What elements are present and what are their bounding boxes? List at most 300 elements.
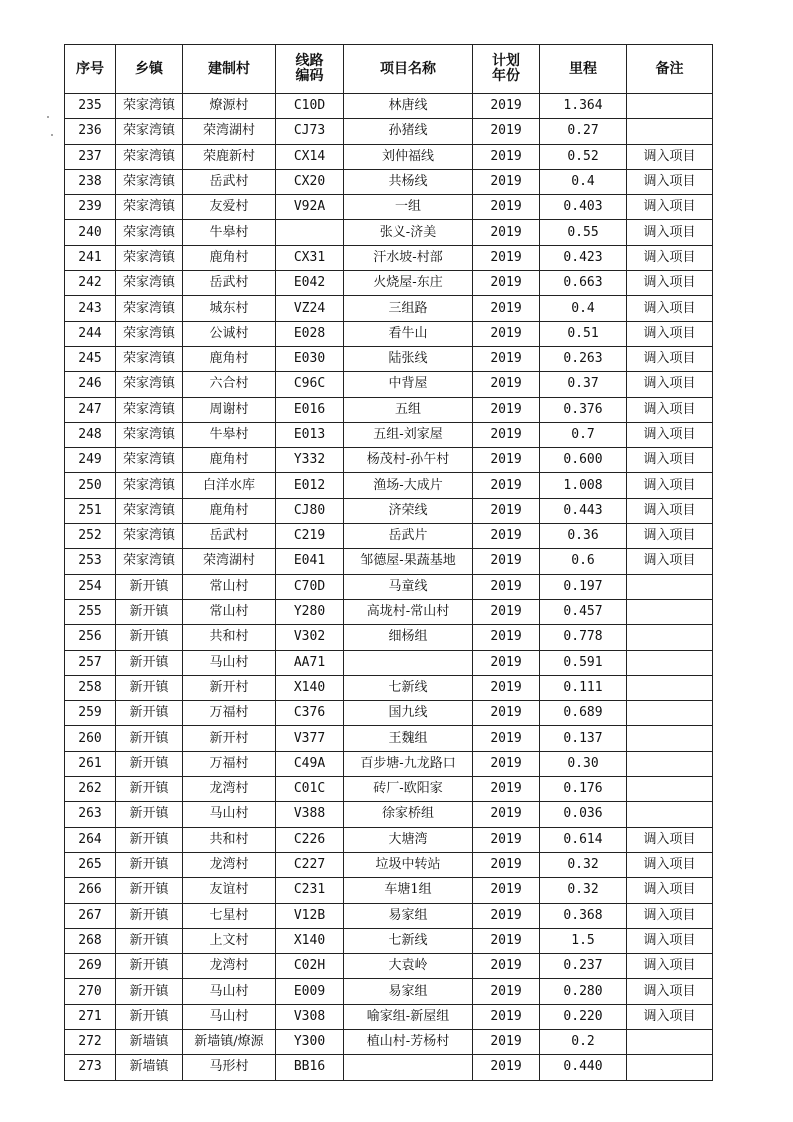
cell-seq: 243 <box>65 296 116 321</box>
cell-code: X140 <box>276 928 344 953</box>
table-row <box>65 169 713 194</box>
cell-code: CJ73 <box>276 119 344 144</box>
cell-remark: 调入项目 <box>627 498 713 523</box>
table-row <box>65 195 713 220</box>
cell-town: 新开镇 <box>116 751 183 776</box>
cell-town: 新墙镇 <box>116 1055 183 1080</box>
cell-village: 上文村 <box>183 928 276 953</box>
cell-code: V12B <box>276 903 344 928</box>
cell-town: 荣家湾镇 <box>116 220 183 245</box>
cell-name: 杨茂村-孙午村 <box>344 448 473 473</box>
cell-name: 渔场-大成片 <box>344 473 473 498</box>
table-row <box>65 878 713 903</box>
cell-code: E041 <box>276 549 344 574</box>
cell-year: 2019 <box>473 346 540 371</box>
cell-seq: 244 <box>65 321 116 346</box>
cell-year: 2019 <box>473 928 540 953</box>
cell-mileage: 0.614 <box>540 827 627 852</box>
cell-name: 国九线 <box>344 701 473 726</box>
cell-remark <box>627 625 713 650</box>
cell-name: 刘仲福线 <box>344 144 473 169</box>
cell-year: 2019 <box>473 473 540 498</box>
cell-name: 火烧屋-东庄 <box>344 271 473 296</box>
cell-town: 荣家湾镇 <box>116 397 183 422</box>
cell-town: 新开镇 <box>116 979 183 1004</box>
table-row <box>65 448 713 473</box>
cell-town: 新墙镇 <box>116 1029 183 1054</box>
cell-village: 常山村 <box>183 599 276 624</box>
cell-village: 荣湾湖村 <box>183 119 276 144</box>
cell-village: 新开村 <box>183 726 276 751</box>
table-row <box>65 271 713 296</box>
header-code-line2: 编码 <box>295 68 324 84</box>
cell-village: 岳武村 <box>183 271 276 296</box>
table-row <box>65 751 713 776</box>
cell-name: 五组-刘家屋 <box>344 422 473 447</box>
cell-code: C10D <box>276 94 344 119</box>
cell-seq: 248 <box>65 422 116 447</box>
cell-name: 砖厂-欧阳家 <box>344 777 473 802</box>
cell-village: 荣湾湖村 <box>183 549 276 574</box>
cell-seq: 251 <box>65 498 116 523</box>
cell-village: 新墙镇/燎源 <box>183 1029 276 1054</box>
table-row <box>65 726 713 751</box>
cell-mileage: 0.689 <box>540 701 627 726</box>
table-row <box>65 574 713 599</box>
cell-town: 荣家湾镇 <box>116 346 183 371</box>
cell-village: 白洋水库 <box>183 473 276 498</box>
cell-town: 新开镇 <box>116 878 183 903</box>
cell-mileage: 1.008 <box>540 473 627 498</box>
cell-year: 2019 <box>473 1004 540 1029</box>
cell-remark <box>627 599 713 624</box>
table-row <box>65 928 713 953</box>
cell-year: 2019 <box>473 852 540 877</box>
project-table <box>64 44 713 1081</box>
table-row <box>65 675 713 700</box>
table-row <box>65 321 713 346</box>
cell-remark <box>627 119 713 144</box>
cell-code: V377 <box>276 726 344 751</box>
cell-village: 鹿角村 <box>183 498 276 523</box>
cell-year: 2019 <box>473 726 540 751</box>
cell-seq: 235 <box>65 94 116 119</box>
cell-code: VZ24 <box>276 296 344 321</box>
cell-name: 垃圾中转站 <box>344 852 473 877</box>
cell-name: 易家组 <box>344 979 473 1004</box>
cell-code: C70D <box>276 574 344 599</box>
cell-year: 2019 <box>473 296 540 321</box>
cell-year: 2019 <box>473 751 540 776</box>
cell-code: V388 <box>276 802 344 827</box>
cell-mileage: 0.36 <box>540 524 627 549</box>
cell-village: 马形村 <box>183 1055 276 1080</box>
table-row <box>65 346 713 371</box>
cell-name: 大袁岭 <box>344 954 473 979</box>
cell-town: 荣家湾镇 <box>116 498 183 523</box>
cell-town: 新开镇 <box>116 650 183 675</box>
cell-village: 马山村 <box>183 650 276 675</box>
cell-mileage: 1.5 <box>540 928 627 953</box>
cell-remark: 调入项目 <box>627 903 713 928</box>
cell-seq: 260 <box>65 726 116 751</box>
cell-year: 2019 <box>473 169 540 194</box>
cell-code: C02H <box>276 954 344 979</box>
cell-year: 2019 <box>473 119 540 144</box>
cell-mileage: 0.440 <box>540 1055 627 1080</box>
cell-mileage: 0.263 <box>540 346 627 371</box>
cell-code: E016 <box>276 397 344 422</box>
cell-name: 七新线 <box>344 928 473 953</box>
cell-remark: 调入项目 <box>627 422 713 447</box>
table-row <box>65 777 713 802</box>
cell-code: E042 <box>276 271 344 296</box>
cell-name: 中背屋 <box>344 372 473 397</box>
cell-remark <box>627 675 713 700</box>
cell-town: 荣家湾镇 <box>116 372 183 397</box>
header-village: 建制村 <box>183 45 276 94</box>
cell-remark: 调入项目 <box>627 220 713 245</box>
cell-mileage: 0.237 <box>540 954 627 979</box>
cell-name: 林唐线 <box>344 94 473 119</box>
cell-year: 2019 <box>473 220 540 245</box>
cell-remark: 调入项目 <box>627 144 713 169</box>
cell-village: 共和村 <box>183 827 276 852</box>
cell-year: 2019 <box>473 599 540 624</box>
cell-mileage: 0.37 <box>540 372 627 397</box>
cell-remark: 调入项目 <box>627 169 713 194</box>
cell-village: 龙湾村 <box>183 954 276 979</box>
table-row <box>65 94 713 119</box>
cell-code: E028 <box>276 321 344 346</box>
cell-town: 荣家湾镇 <box>116 94 183 119</box>
cell-seq: 250 <box>65 473 116 498</box>
table-row <box>65 245 713 270</box>
cell-remark <box>627 94 713 119</box>
cell-town: 荣家湾镇 <box>116 144 183 169</box>
cell-seq: 249 <box>65 448 116 473</box>
cell-mileage: 0.036 <box>540 802 627 827</box>
cell-seq: 253 <box>65 549 116 574</box>
cell-code: C49A <box>276 751 344 776</box>
cell-mileage: 0.51 <box>540 321 627 346</box>
cell-village: 七星村 <box>183 903 276 928</box>
cell-name: 济荣线 <box>344 498 473 523</box>
table-row <box>65 473 713 498</box>
cell-year: 2019 <box>473 372 540 397</box>
header-year-line1: 计划 <box>492 53 520 69</box>
cell-remark: 调入项目 <box>627 245 713 270</box>
cell-name: 七新线 <box>344 675 473 700</box>
cell-year: 2019 <box>473 903 540 928</box>
cell-mileage: 0.403 <box>540 195 627 220</box>
cell-code: V92A <box>276 195 344 220</box>
cell-village: 新开村 <box>183 675 276 700</box>
cell-mileage: 0.778 <box>540 625 627 650</box>
cell-year: 2019 <box>473 245 540 270</box>
cell-town: 荣家湾镇 <box>116 245 183 270</box>
cell-remark: 调入项目 <box>627 979 713 1004</box>
cell-seq: 265 <box>65 852 116 877</box>
cell-remark: 调入项目 <box>627 928 713 953</box>
header-mileage: 里程 <box>540 45 627 94</box>
cell-town: 新开镇 <box>116 574 183 599</box>
table-row <box>65 397 713 422</box>
cell-village: 龙湾村 <box>183 852 276 877</box>
cell-remark: 调入项目 <box>627 878 713 903</box>
cell-mileage: 0.52 <box>540 144 627 169</box>
cell-village: 公诚村 <box>183 321 276 346</box>
cell-seq: 236 <box>65 119 116 144</box>
cell-village: 荣鹿新村 <box>183 144 276 169</box>
cell-name: 易家组 <box>344 903 473 928</box>
cell-remark: 调入项目 <box>627 852 713 877</box>
cell-name: 汗水坡-村部 <box>344 245 473 270</box>
cell-remark: 调入项目 <box>627 524 713 549</box>
header-seq: 序号 <box>65 45 116 94</box>
table-row <box>65 852 713 877</box>
cell-mileage: 0.7 <box>540 422 627 447</box>
cell-name: 一组 <box>344 195 473 220</box>
cell-remark <box>627 1055 713 1080</box>
header-code <box>276 45 344 94</box>
cell-village: 周谢村 <box>183 397 276 422</box>
cell-name: 马童线 <box>344 574 473 599</box>
cell-mileage: 0.423 <box>540 245 627 270</box>
cell-seq: 271 <box>65 1004 116 1029</box>
cell-town: 新开镇 <box>116 625 183 650</box>
cell-seq: 241 <box>65 245 116 270</box>
cell-year: 2019 <box>473 1029 540 1054</box>
cell-year: 2019 <box>473 574 540 599</box>
cell-village: 牛皋村 <box>183 220 276 245</box>
cell-code: AA71 <box>276 650 344 675</box>
cell-year: 2019 <box>473 397 540 422</box>
cell-code: CX20 <box>276 169 344 194</box>
cell-town: 新开镇 <box>116 726 183 751</box>
cell-town: 新开镇 <box>116 701 183 726</box>
cell-code: E012 <box>276 473 344 498</box>
cell-village: 岳武村 <box>183 169 276 194</box>
cell-mileage: 0.591 <box>540 650 627 675</box>
header-year-line2: 年份 <box>492 68 520 84</box>
header-name: 项目名称 <box>344 45 473 94</box>
table-row <box>65 701 713 726</box>
cell-mileage: 0.137 <box>540 726 627 751</box>
cell-year: 2019 <box>473 878 540 903</box>
cell-town: 荣家湾镇 <box>116 195 183 220</box>
cell-code: C231 <box>276 878 344 903</box>
cell-code: V302 <box>276 625 344 650</box>
cell-mileage: 0.4 <box>540 169 627 194</box>
cell-seq: 264 <box>65 827 116 852</box>
table-row <box>65 119 713 144</box>
cell-seq: 272 <box>65 1029 116 1054</box>
cell-seq: 267 <box>65 903 116 928</box>
cell-year: 2019 <box>473 271 540 296</box>
cell-mileage: 0.4 <box>540 296 627 321</box>
cell-town: 荣家湾镇 <box>116 524 183 549</box>
cell-town: 新开镇 <box>116 599 183 624</box>
cell-village: 万福村 <box>183 701 276 726</box>
cell-name: 细杨组 <box>344 625 473 650</box>
cell-name: 大塘湾 <box>344 827 473 852</box>
cell-village: 马山村 <box>183 979 276 1004</box>
cell-code: BB16 <box>276 1055 344 1080</box>
cell-mileage: 0.280 <box>540 979 627 1004</box>
cell-mileage: 0.2 <box>540 1029 627 1054</box>
cell-town: 荣家湾镇 <box>116 422 183 447</box>
cell-name: 岳武片 <box>344 524 473 549</box>
cell-year: 2019 <box>473 524 540 549</box>
cell-year: 2019 <box>473 1055 540 1080</box>
cell-remark <box>627 574 713 599</box>
cell-village: 六合村 <box>183 372 276 397</box>
table-row <box>65 1004 713 1029</box>
cell-name: 孙猪线 <box>344 119 473 144</box>
table-row <box>65 954 713 979</box>
cell-seq: 240 <box>65 220 116 245</box>
cell-name: 喻家组-新屋组 <box>344 1004 473 1029</box>
cell-remark: 调入项目 <box>627 296 713 321</box>
table-row <box>65 1055 713 1080</box>
table-row <box>65 827 713 852</box>
cell-remark <box>627 650 713 675</box>
cell-code: Y332 <box>276 448 344 473</box>
cell-year: 2019 <box>473 625 540 650</box>
cell-year: 2019 <box>473 802 540 827</box>
cell-village: 马山村 <box>183 802 276 827</box>
cell-town: 新开镇 <box>116 777 183 802</box>
cell-remark: 调入项目 <box>627 1004 713 1029</box>
table-row <box>65 802 713 827</box>
cell-code: C219 <box>276 524 344 549</box>
cell-town: 新开镇 <box>116 1004 183 1029</box>
cell-name: 看牛山 <box>344 321 473 346</box>
cell-seq: 247 <box>65 397 116 422</box>
header-remark: 备注 <box>627 45 713 94</box>
table-row <box>65 498 713 523</box>
cell-code: C96C <box>276 372 344 397</box>
cell-year: 2019 <box>473 979 540 1004</box>
cell-village: 万福村 <box>183 751 276 776</box>
cell-village: 城东村 <box>183 296 276 321</box>
table-row <box>65 625 713 650</box>
cell-village: 友爱村 <box>183 195 276 220</box>
cell-town: 荣家湾镇 <box>116 271 183 296</box>
cell-village: 常山村 <box>183 574 276 599</box>
table-row <box>65 296 713 321</box>
cell-town: 荣家湾镇 <box>116 169 183 194</box>
cell-town: 新开镇 <box>116 928 183 953</box>
table-row <box>65 979 713 1004</box>
cell-code: CJ80 <box>276 498 344 523</box>
cell-town: 新开镇 <box>116 903 183 928</box>
cell-town: 新开镇 <box>116 852 183 877</box>
cell-town: 新开镇 <box>116 827 183 852</box>
cell-remark: 调入项目 <box>627 397 713 422</box>
cell-code: E013 <box>276 422 344 447</box>
table-row <box>65 422 713 447</box>
cell-year: 2019 <box>473 321 540 346</box>
cell-code: Y280 <box>276 599 344 624</box>
cell-code: C226 <box>276 827 344 852</box>
cell-seq: 257 <box>65 650 116 675</box>
cell-remark <box>627 701 713 726</box>
cell-year: 2019 <box>473 701 540 726</box>
cell-year: 2019 <box>473 94 540 119</box>
cell-mileage: 0.457 <box>540 599 627 624</box>
cell-remark <box>627 802 713 827</box>
cell-town: 荣家湾镇 <box>116 296 183 321</box>
header-town: 乡镇 <box>116 45 183 94</box>
cell-code: C01C <box>276 777 344 802</box>
cell-village: 鹿角村 <box>183 245 276 270</box>
cell-town: 荣家湾镇 <box>116 473 183 498</box>
scan-speck <box>51 134 53 136</box>
cell-mileage: 0.197 <box>540 574 627 599</box>
cell-seq: 246 <box>65 372 116 397</box>
cell-name: 邹德屋-果蔬基地 <box>344 549 473 574</box>
cell-year: 2019 <box>473 777 540 802</box>
cell-name: 共杨线 <box>344 169 473 194</box>
cell-village: 鹿角村 <box>183 346 276 371</box>
cell-village: 燎源村 <box>183 94 276 119</box>
cell-year: 2019 <box>473 650 540 675</box>
cell-year: 2019 <box>473 195 540 220</box>
cell-remark: 调入项目 <box>627 827 713 852</box>
cell-remark <box>627 751 713 776</box>
cell-seq: 268 <box>65 928 116 953</box>
table-body <box>65 94 713 1081</box>
cell-name: 高垅村-常山村 <box>344 599 473 624</box>
cell-remark: 调入项目 <box>627 372 713 397</box>
cell-town: 荣家湾镇 <box>116 549 183 574</box>
cell-town: 新开镇 <box>116 954 183 979</box>
cell-seq: 262 <box>65 777 116 802</box>
cell-mileage: 0.176 <box>540 777 627 802</box>
cell-seq: 273 <box>65 1055 116 1080</box>
cell-code: C376 <box>276 701 344 726</box>
scan-speck <box>47 116 49 118</box>
table-row <box>65 903 713 928</box>
cell-mileage: 0.443 <box>540 498 627 523</box>
cell-mileage: 0.368 <box>540 903 627 928</box>
cell-year: 2019 <box>473 827 540 852</box>
cell-remark: 调入项目 <box>627 448 713 473</box>
cell-remark: 调入项目 <box>627 346 713 371</box>
cell-seq: 259 <box>65 701 116 726</box>
cell-seq: 258 <box>65 675 116 700</box>
table-header-row <box>65 45 713 94</box>
table-row <box>65 599 713 624</box>
cell-village: 鹿角村 <box>183 448 276 473</box>
cell-code: E030 <box>276 346 344 371</box>
cell-mileage: 0.376 <box>540 397 627 422</box>
cell-code: CX31 <box>276 245 344 270</box>
cell-seq: 237 <box>65 144 116 169</box>
cell-name: 五组 <box>344 397 473 422</box>
cell-mileage: 0.32 <box>540 878 627 903</box>
cell-remark: 调入项目 <box>627 271 713 296</box>
cell-name: 车塘1组 <box>344 878 473 903</box>
cell-seq: 261 <box>65 751 116 776</box>
cell-code: X140 <box>276 675 344 700</box>
table-row <box>65 372 713 397</box>
cell-remark: 调入项目 <box>627 321 713 346</box>
cell-village: 龙湾村 <box>183 777 276 802</box>
cell-village: 牛皋村 <box>183 422 276 447</box>
